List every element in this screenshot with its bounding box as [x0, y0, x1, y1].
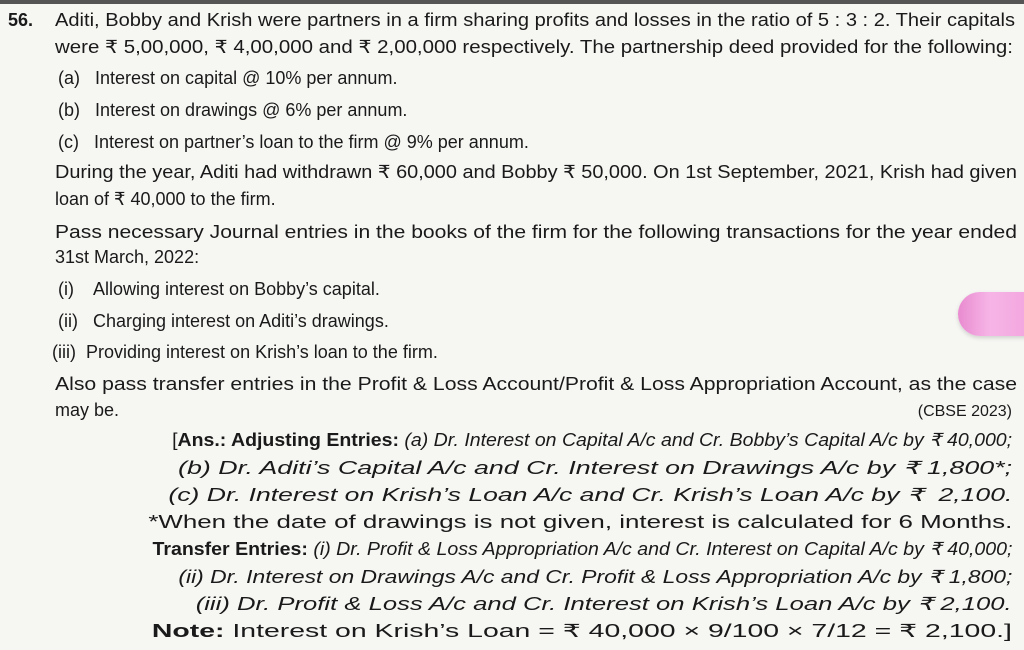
text-segment: (ii) Dr. Interest on Drawings A/c and Cr. Profit & Loss Appropriation A/c by ₹ 1,800; [178, 567, 1012, 587]
page-edge [0, 0, 1024, 4]
text-segment: (c) Interest on partner’s loan to the firm @ 9% per annum. [58, 132, 529, 152]
text-segment: (b) Dr. Aditi’s Capital A/c and Cr. Interest on Drawings A/c by ₹ 1,800*; [178, 458, 1012, 478]
text-segment: (a) Dr. Interest on Capital A/c and Cr. Bobby’s Capital A/c by ₹ 40,000; [404, 430, 1013, 450]
text-segment: *When the date of drawings is not given, interest is calculated for 6 Months. [148, 512, 1012, 532]
question-line [58, 67, 397, 89]
highlighter-pen [958, 292, 1024, 336]
text-segment: (c) Dr. Interest on Krish’s Loan A/c and Cr. Krish’s Loan A/c by ₹ 2,100. [168, 485, 1012, 505]
question-line [55, 9, 1015, 31]
question-line [55, 399, 119, 421]
question-line [58, 310, 389, 332]
question-line [55, 246, 199, 268]
question-line [52, 341, 438, 363]
text-segment: were ₹ 5,00,000, ₹ 4,00,000 and ₹ 2,00,000 respectively. The partnership deed provided for the following: [55, 37, 1013, 57]
text-segment: may be. [55, 400, 120, 420]
text-segment: (iii) Providing interest on Krish’s loan to the firm. [52, 342, 438, 362]
question-line [58, 131, 529, 153]
question-line [58, 278, 380, 300]
text-segment: Note: [152, 621, 233, 641]
answer-line [168, 484, 1012, 506]
question-line [55, 188, 276, 210]
text-segment: [ [172, 430, 178, 450]
answer-line [178, 457, 1012, 479]
text-segment: Transfer Entries: [152, 539, 313, 559]
text-segment: (ii) Charging interest on Aditi’s drawings. [58, 311, 389, 331]
answer-line [196, 593, 1012, 615]
answer-line [152, 620, 1013, 642]
text-segment: (a) Interest on capital @ 10% per annum. [58, 68, 398, 88]
text-segment: Interest on Krish’s Loan = ₹ 40,000 × 9/100 × 7/12 = ₹ 2,100.] [232, 621, 1013, 641]
question-line [58, 99, 407, 121]
text-segment: 31st March, 2022: [55, 247, 200, 267]
text-segment: (b) Interest on drawings @ 6% per annum. [58, 100, 408, 120]
answer-line [152, 538, 1012, 560]
question-line [55, 161, 1017, 183]
source-tag: (CBSE 2023) [917, 403, 1012, 420]
text-segment: During the year, Aditi had withdrawn ₹ 60,000 and Bobby ₹ 50,000. On 1st September, 2021, Krish had given [55, 162, 1017, 182]
answer-line [172, 429, 1013, 451]
text-segment: Also pass transfer entries in the Profit & Loss Account/Profit & Loss Appropriation Account, as the case [55, 374, 1017, 394]
answer-line [148, 511, 1012, 533]
answer-line [178, 566, 1012, 588]
text-segment: Pass necessary Journal entries in the books of the firm for the following transactions for the year ended [55, 222, 1017, 242]
text-segment: Ans.: Adjusting Entries: [177, 430, 405, 450]
text-segment: (i) Dr. Profit & Loss Appropriation A/c and Cr. Interest on Capital A/c by ₹ 40,000; [312, 539, 1012, 559]
text-segment: (iii) Dr. Profit & Loss A/c and Cr. Interest on Krish’s Loan A/c by ₹ 2,100. [196, 594, 1012, 614]
text-segment: (i) Allowing interest on Bobby’s capital. [58, 279, 380, 299]
question-line [55, 373, 1017, 395]
question-number: 56. [8, 10, 34, 30]
question-line [55, 221, 1017, 243]
text-segment: Aditi, Bobby and Krish were partners in a firm sharing profits and losses in the ratio of 5 : 3 : 2. Their capitals [55, 10, 1015, 30]
question-line [55, 36, 1013, 58]
text-segment: loan of ₹ 40,000 to the firm. [55, 189, 276, 209]
